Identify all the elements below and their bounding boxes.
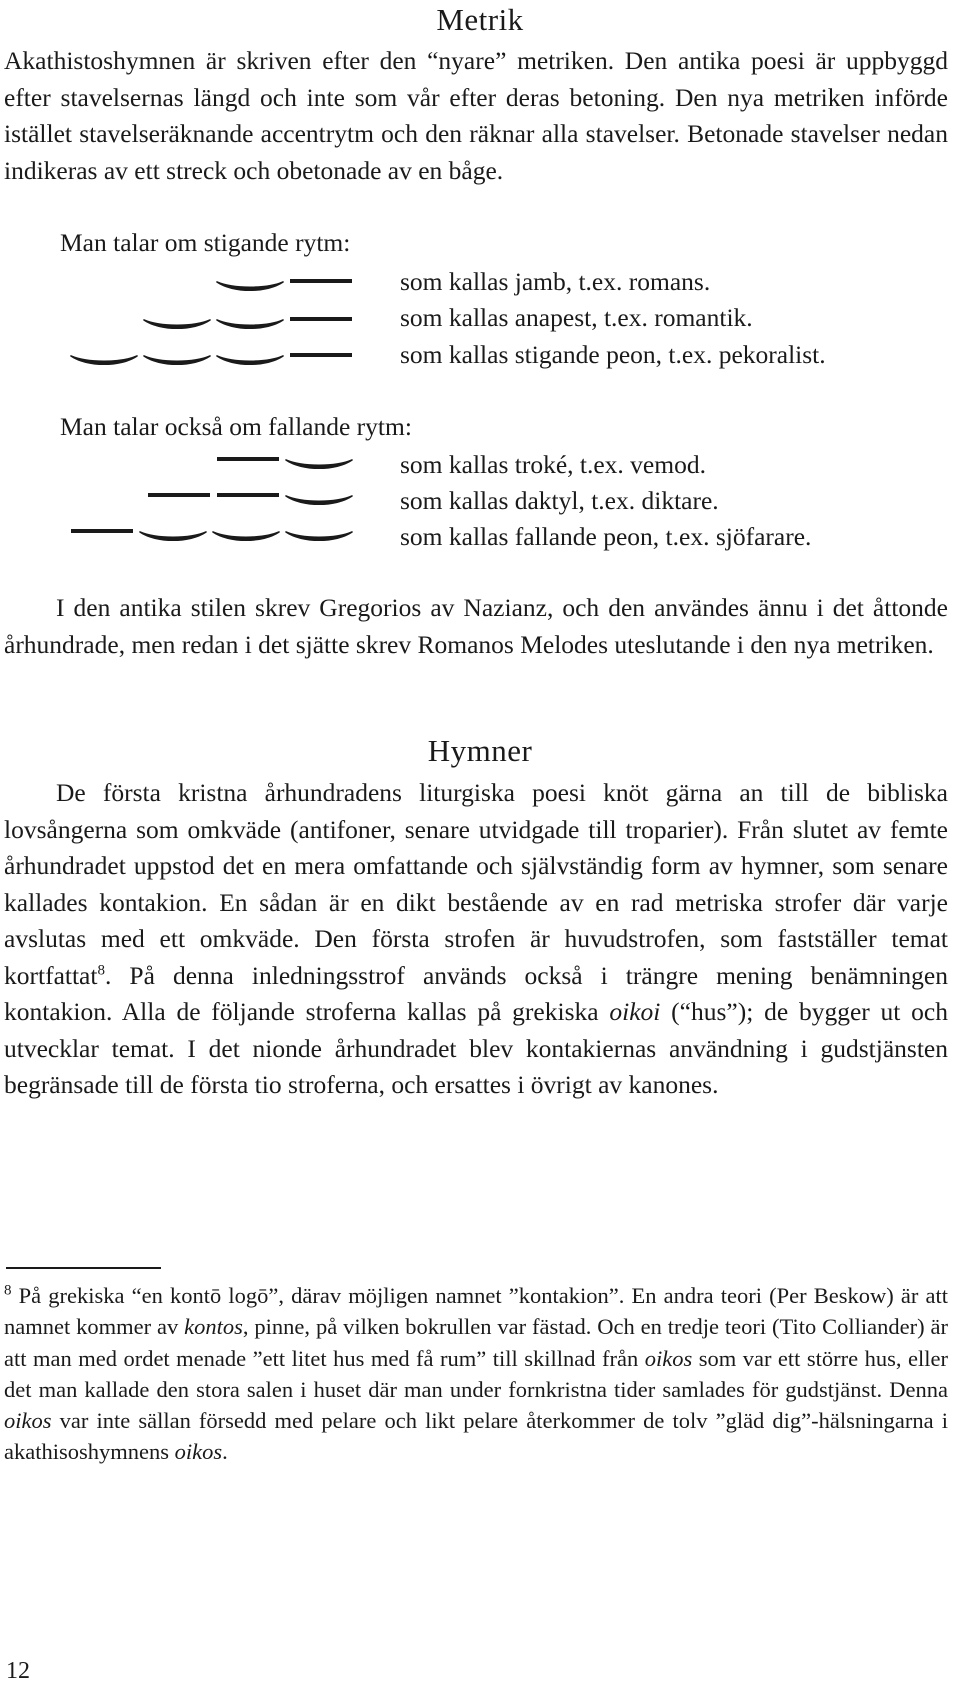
meter-label-troke: som kallas troké, t.ex. vemod. xyxy=(400,450,706,479)
footnote-text-4: var inte sällan försedd med pelare och likt pelare återkommer de tolv ”gläd dig”-hälsningarna i akathisoshymnens xyxy=(4,1408,948,1465)
meter-glyphs xyxy=(71,529,352,540)
footnote-text-1: På grekiska “en kontō logō”, därav möjligen namnet ”kontakion”. En andra teori (Per Beskow) är att namnet kommer av xyxy=(4,1283,948,1340)
unstressed-syllable-arc xyxy=(213,532,279,540)
section-heading-hymner: Hymner xyxy=(427,733,533,768)
meter-pattern-jamb xyxy=(60,262,360,302)
meter-label-stigande-peon: som kallas stigande peon, t.ex. pekoralist. xyxy=(400,340,826,369)
hymner-text-3: (“hus”); de bygger ut och utvecklar temat. I det nionde århundradet blev kontakiernas användning i gudstjänsten begränsade till de första tio stroferna, och ersattes i övrigt av kanones. xyxy=(4,997,948,1099)
meter-glyphs xyxy=(217,279,352,290)
metrik-intro-paragraph: Akathistoshymnen är skriven efter den “nyare” metriken. Den antika poesi är uppbyggd efter stavelsernas längd och inte som vår efter deras betoning. Den nya metriken införde istället stavelseräknande accentrytm och den räknar alla stavelser. Betonade stavelser nedan indikeras av ett streck och obetonade av en båge. xyxy=(4,46,948,185)
unstressed-syllable-arc xyxy=(286,532,352,540)
stressed-syllable-bar xyxy=(71,529,133,533)
hymner-paragraph xyxy=(4,775,948,1104)
unstressed-syllable-arc xyxy=(286,460,352,468)
meter-pattern-stigande-peon xyxy=(60,336,360,376)
hymner-text-2: . På denna inledningsstrof används också i trängre mening benämningen kontakion. Alla de följande stroferna kallas på grekiska xyxy=(4,960,948,1026)
unstressed-syllable-arc xyxy=(217,320,283,328)
hymner-text-1: De första kristna århundradens liturgiska poesi knöt gärna an till de bibliska lovsångerna som omkväde (antifoner, senare utvidgade till troparier). Från slutet av femte århundradet uppstod det en mera omfattande och självständig form av hymner, som senare kallades kontakion. En sådan är en dikt bestående av en rad metriska strofer där varje avslutas med ett omkväde. Den första strofen är huvudstrofen, som fastställer temat kortfattat xyxy=(4,778,948,990)
meter-pattern-daktyl xyxy=(60,476,360,516)
meter-pattern-fallande-peon xyxy=(60,512,360,552)
term-oikoi: oikoi xyxy=(609,997,661,1026)
footnote-text-5: . xyxy=(222,1439,228,1465)
unstressed-syllable-arc xyxy=(286,496,352,504)
term-kontos: kontos xyxy=(184,1314,243,1340)
stressed-syllable-bar xyxy=(217,457,279,461)
footnote-separator xyxy=(6,1267,161,1269)
stressed-syllable-bar xyxy=(217,493,279,497)
meter-label-fallande-peon: som kallas fallande peon, t.ex. sjöfarare. xyxy=(400,522,812,551)
meter-label-daktyl: som kallas daktyl, t.ex. diktare. xyxy=(400,486,719,515)
footnote-text-3: som var ett större hus, eller det man kallade den stora salen i huset där man under fornkristna tider samlades för gudstjänst. Denna xyxy=(4,1345,948,1402)
meter-label-jamb: som kallas jamb, t.ex. romans. xyxy=(400,267,711,296)
footnote-text-2: , pinne, på vilken bokrullen var fästad. Och en tredje teori (Tito Colliander) är att man med ordet menade ”ett litet hus med få rum” till skillnad från xyxy=(4,1314,948,1371)
footnote-number: 8 xyxy=(4,1282,12,1299)
stressed-syllable-bar xyxy=(290,279,352,283)
unstressed-syllable-arc xyxy=(140,532,206,540)
unstressed-syllable-arc xyxy=(217,356,283,364)
meter-pattern-anapest xyxy=(60,300,360,340)
meter-glyphs xyxy=(148,493,352,504)
unstressed-syllable-arc xyxy=(144,356,210,364)
metrik-closing-paragraph: I den antika stilen skrev Gregorios av Nazianz, och den användes ännu i det åttonde århundrade, men redan i det sjätte skrev Romanos Melodes uteslutande i den nya metriken. xyxy=(4,593,948,659)
rising-rhythm-intro: Man talar om stigande rytm: xyxy=(60,228,351,257)
term-oikos: oikos xyxy=(644,1345,693,1371)
meter-glyphs xyxy=(71,353,352,364)
section-heading-metrik: Metrik xyxy=(436,2,524,37)
page-number: 12 xyxy=(6,1658,30,1684)
stressed-syllable-bar xyxy=(148,493,210,497)
meter-label-anapest: som kallas anapest, t.ex. romantik. xyxy=(400,303,753,332)
meter-pattern-troke xyxy=(60,440,360,480)
unstressed-syllable-arc xyxy=(71,356,137,364)
meter-glyphs xyxy=(144,317,352,328)
footnote-8 xyxy=(4,1280,948,1468)
footnote-reference: 8 xyxy=(97,962,105,978)
unstressed-syllable-arc xyxy=(144,320,210,328)
stressed-syllable-bar xyxy=(290,353,352,357)
stressed-syllable-bar xyxy=(290,317,352,321)
term-oikos: oikos xyxy=(4,1408,52,1434)
term-oikos: oikos xyxy=(174,1439,223,1465)
falling-rhythm-intro: Man talar också om fallande rytm: xyxy=(60,412,412,441)
meter-glyphs xyxy=(217,457,352,468)
unstressed-syllable-arc xyxy=(217,282,283,290)
